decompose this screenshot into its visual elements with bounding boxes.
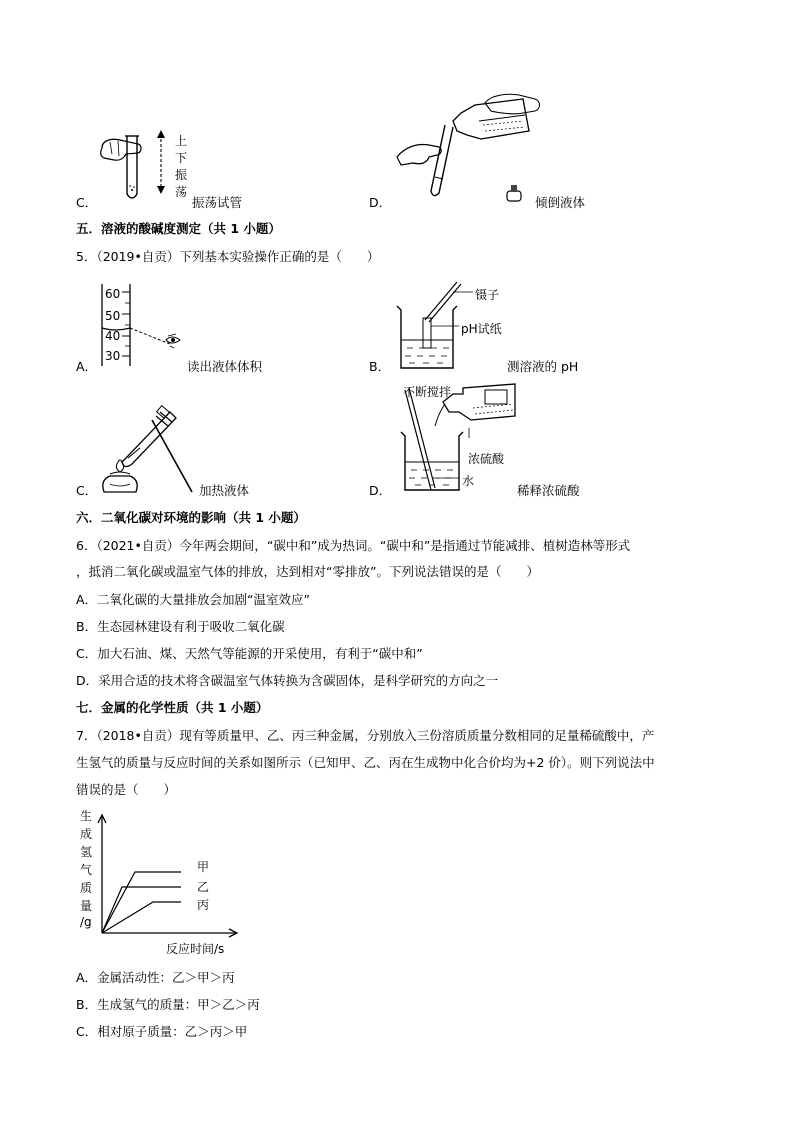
option-letter: D． — [369, 483, 392, 498]
ylabel-char: 量 — [80, 899, 93, 913]
option-c: C．相对原子质量：乙＞丙＞甲 — [76, 1024, 248, 1039]
question-text: 6．（2021•自贡）今年两会期间，“碳中和”成为热词。“碳中和”是指通过节能减排、植树造林等形式 — [76, 538, 631, 553]
option-c: C．加大石油、煤、天然气等能源的开采使用，有利于“碳中和” — [76, 646, 423, 661]
ylabel-char: 成 — [80, 827, 93, 841]
option-letter: D． — [369, 195, 392, 210]
section-heading: 五．溶液的酸碱度测定（共 1 小题） — [76, 221, 281, 236]
option-b: B．生态园林建设有利于吸收二氧化碳 — [76, 619, 285, 634]
option-letter: C． — [76, 195, 98, 210]
arrow-label-dang: 荡 — [175, 185, 188, 199]
scale-50: 50 — [105, 309, 121, 323]
heat-liquid-figure — [96, 400, 206, 496]
pour-liquid-figure — [395, 95, 545, 210]
option-caption: 稀释浓硫酸 — [517, 483, 580, 498]
option-caption: 读出液体体积 — [187, 359, 263, 374]
option-caption: 振荡试管 — [192, 195, 243, 210]
question-text: 生氢气的质量与反应时间的关系如图所示（已知甲、乙、丙在生成物中化合价均为+2 价）。则下列说法中 — [76, 755, 655, 770]
question-text: ，抵消二氧化碳或温室气体的排放，达到相对“零排放”。下列说法错误的是（ ） — [76, 564, 539, 579]
question-text: 错误的是（ ） — [76, 782, 177, 797]
option-caption: 测溶液的 pH — [507, 359, 579, 374]
label-ph-paper: pH试纸 — [461, 322, 502, 336]
option-letter: B． — [369, 359, 391, 374]
option-a: A．金属活动性：乙＞甲＞丙 — [76, 970, 235, 985]
ylabel-char: /g — [80, 915, 92, 929]
ylabel-char: 生 — [80, 809, 93, 823]
series-label-yi: 乙 — [197, 880, 210, 894]
option-letter: A． — [76, 359, 98, 374]
label-acid: 浓硫酸 — [468, 452, 505, 466]
graph-axes — [95, 815, 245, 940]
series-label-bing: 丙 — [197, 898, 210, 912]
option-caption: 加热液体 — [199, 483, 250, 498]
option-b: B．生成氢气的质量：甲＞乙＞丙 — [76, 997, 260, 1012]
ylabel-char: 质 — [80, 881, 93, 895]
ylabel-char: 氢 — [80, 845, 93, 859]
section-heading: 七．金属的化学性质（共 1 小题） — [76, 700, 269, 715]
option-caption: 倾倒液体 — [535, 195, 586, 210]
scale-60: 60 — [105, 287, 121, 301]
ylabel-char: 气 — [80, 863, 93, 877]
section-heading: 六．二氧化碳对环境的影响（共 1 小题） — [76, 510, 306, 525]
arrow-label-zhen: 振 — [175, 168, 188, 182]
question-text: 5．（2019•自贡）下列基本实验操作正确的是（ ） — [76, 249, 380, 264]
question-text: 7．（2018•自贡）现有等质量甲、乙、丙三种金属，分别放入三份溶质质量分数相同的足量稀硫酸中，产 — [76, 728, 655, 743]
scale-40: 40 — [105, 329, 121, 343]
series-label-jia: 甲 — [197, 860, 210, 874]
label-tweezers: 镊子 — [475, 288, 500, 302]
option-letter: C． — [76, 483, 98, 498]
option-a: A．二氧化碳的大量排放会加剧“温室效应” — [76, 592, 311, 607]
xlabel: 反应时间/s — [166, 942, 225, 956]
label-water: 水 — [462, 474, 475, 488]
label-stir: 不断搅拌 — [403, 385, 452, 399]
shake-tube-figure — [96, 128, 206, 208]
option-d: D．采用合适的技术将含碳温室气体转换为含碳固体，是科学研究的方向之一 — [76, 673, 499, 688]
arrow-label-down: 下 — [175, 151, 188, 165]
arrow-label-up: 上 — [175, 134, 188, 148]
scale-30: 30 — [105, 349, 121, 363]
